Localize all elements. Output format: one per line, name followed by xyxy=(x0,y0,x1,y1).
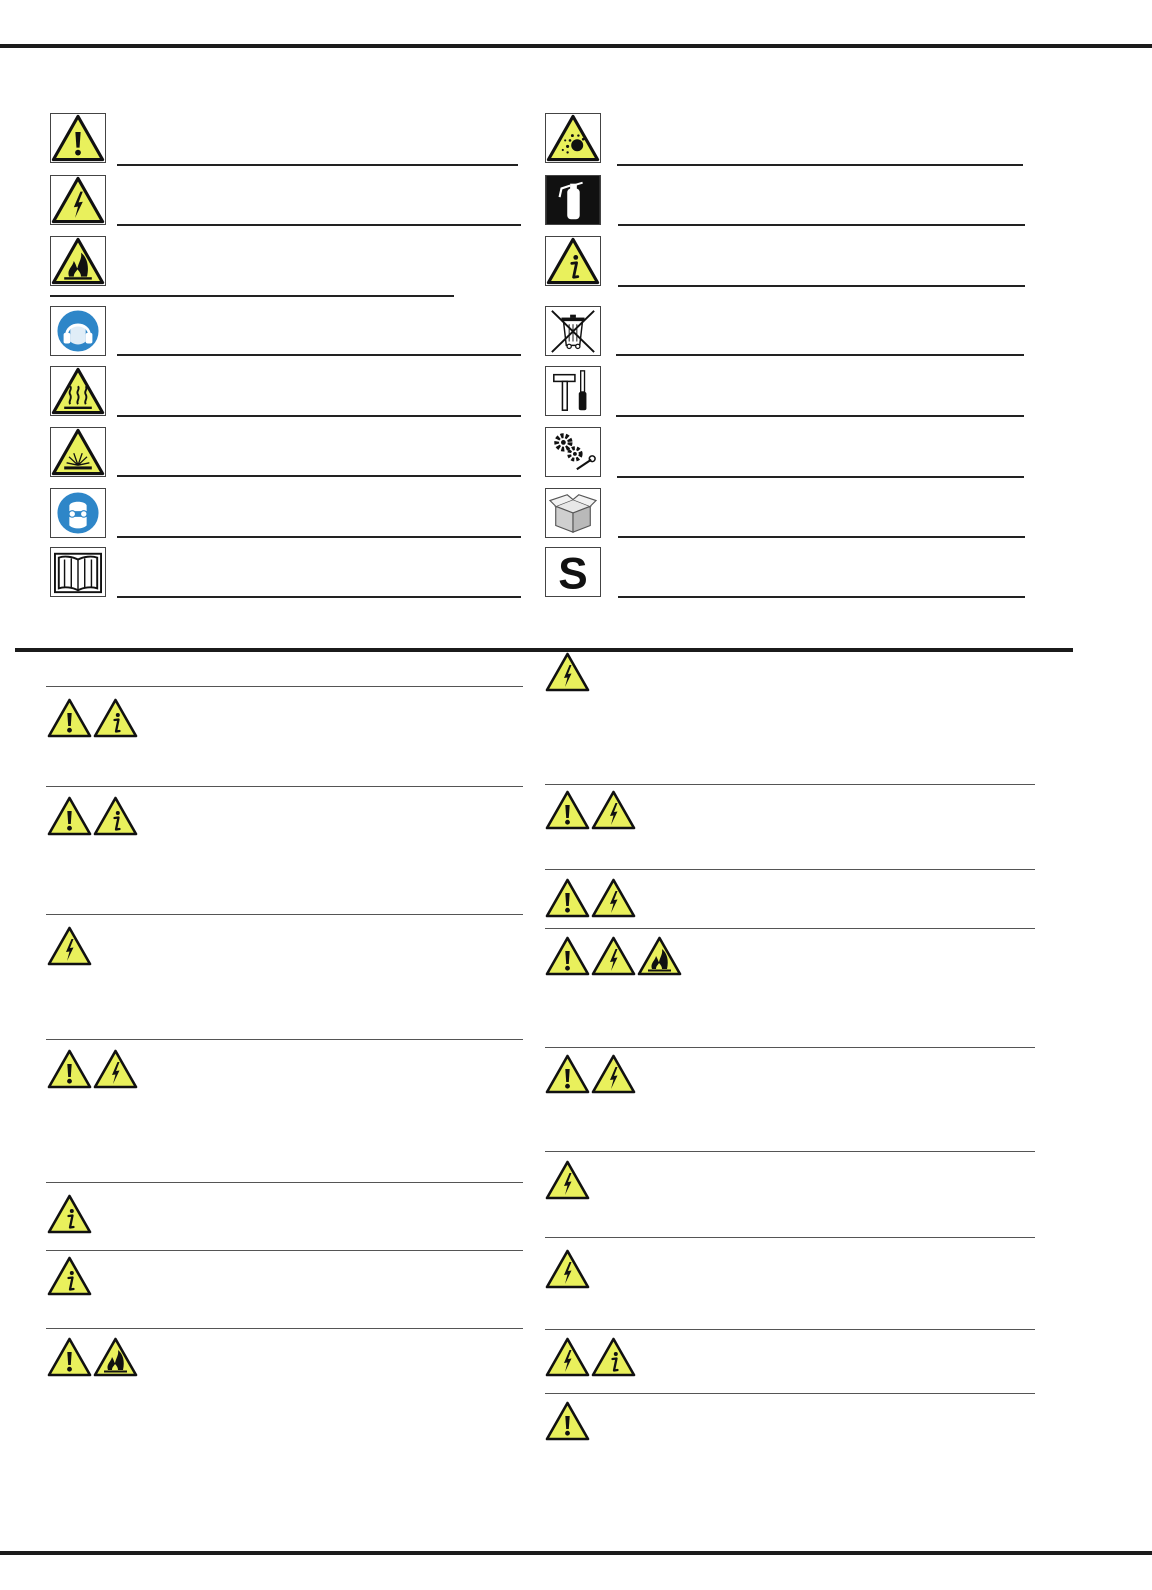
fire-icon xyxy=(93,1337,138,1377)
blank-line xyxy=(117,475,521,477)
electric-icon xyxy=(591,790,636,830)
note-separator xyxy=(46,1328,523,1329)
wear-ear-protection-icon xyxy=(50,306,106,356)
blank-line xyxy=(618,285,1025,287)
blank-line xyxy=(50,295,454,297)
blank-line xyxy=(618,536,1025,538)
packaging-box-icon xyxy=(545,488,601,538)
bottom-border xyxy=(0,1551,1152,1555)
fire-icon xyxy=(637,936,682,976)
info-icon xyxy=(93,698,138,738)
info-icon xyxy=(47,1256,92,1296)
electric-icon xyxy=(545,1249,590,1289)
blank-line xyxy=(617,164,1023,166)
blank-line xyxy=(117,415,521,417)
electric-icon xyxy=(591,878,636,918)
electric-icon xyxy=(545,1160,590,1200)
note-separator xyxy=(46,1182,523,1183)
blank-line xyxy=(117,224,521,226)
warning-icon xyxy=(545,1054,590,1094)
blank-line xyxy=(616,354,1024,356)
note-separator xyxy=(545,1237,1035,1238)
electric-icon xyxy=(591,936,636,976)
warning-icon xyxy=(47,698,92,738)
note-separator xyxy=(46,1250,523,1251)
info-icon xyxy=(47,1194,92,1234)
blank-line xyxy=(616,415,1024,417)
note-separator xyxy=(545,1329,1035,1330)
section-divider xyxy=(15,648,1073,652)
top-border xyxy=(0,44,1152,48)
electric-shock-icon xyxy=(50,175,106,225)
fire-extinguisher-icon xyxy=(545,175,601,225)
warning-icon xyxy=(47,1049,92,1089)
blank-line xyxy=(117,164,518,166)
warning-icon xyxy=(545,878,590,918)
info-icon xyxy=(591,1337,636,1377)
wear-eye-protection-icon xyxy=(50,488,106,538)
note-separator xyxy=(545,1047,1035,1048)
warning-icon xyxy=(545,936,590,976)
read-manual-icon xyxy=(50,547,106,597)
service-s-icon xyxy=(545,547,601,597)
warning-icon xyxy=(47,1337,92,1377)
electric-icon xyxy=(591,1054,636,1094)
blank-line xyxy=(617,476,1024,478)
note-separator xyxy=(545,1393,1035,1394)
electric-icon xyxy=(93,1049,138,1089)
general-danger-icon xyxy=(50,113,106,163)
electric-icon xyxy=(545,1337,590,1377)
note-separator xyxy=(545,1151,1035,1152)
note-separator xyxy=(545,869,1035,870)
flying-particles-icon xyxy=(50,427,106,477)
info-icon xyxy=(93,796,138,836)
note-separator xyxy=(46,786,523,787)
note-separator xyxy=(545,928,1035,929)
hammer-screwdriver-icon xyxy=(545,366,601,416)
information-icon xyxy=(545,236,601,286)
warning-icon xyxy=(47,796,92,836)
fire-hazard-icon xyxy=(50,236,106,286)
note-separator xyxy=(545,784,1035,785)
note-separator xyxy=(46,914,523,915)
blank-line xyxy=(618,224,1025,226)
blank-line xyxy=(117,354,521,356)
electric-icon xyxy=(47,926,92,966)
blank-line xyxy=(117,536,521,538)
note-separator xyxy=(46,1039,523,1040)
blank-line xyxy=(117,596,521,598)
warning-icon xyxy=(545,1401,590,1441)
dust-hazard-icon xyxy=(545,113,601,163)
svg-text:S: S xyxy=(558,549,588,596)
warning-icon xyxy=(545,790,590,830)
electric-icon xyxy=(545,652,590,692)
note-separator xyxy=(46,686,523,687)
gears-wrench-icon xyxy=(545,427,601,477)
hot-surface-icon xyxy=(50,366,106,416)
blank-line xyxy=(618,596,1025,598)
weee-disposal-icon xyxy=(545,306,601,356)
